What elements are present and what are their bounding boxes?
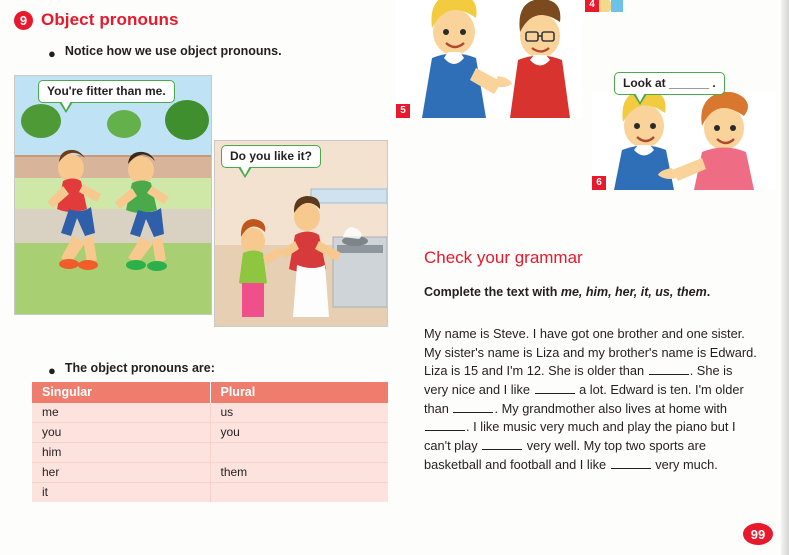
table-cell-singular: me bbox=[32, 403, 210, 423]
speech-bubble-1 bbox=[38, 80, 175, 103]
table-lead-in-text: The object pronouns are: bbox=[64, 361, 215, 375]
table-row bbox=[32, 443, 388, 463]
picture-number-5: 5 bbox=[396, 104, 410, 118]
gap-fill-part-5: . I like music very much and play the piano but I can't play bbox=[424, 419, 736, 454]
gap-fill-text bbox=[424, 325, 760, 474]
picture-number-6: 6 bbox=[592, 176, 606, 190]
section-instruction bbox=[48, 44, 378, 60]
illustration-boys-running bbox=[14, 75, 212, 315]
table-cell-singular: it bbox=[32, 483, 210, 503]
table-cell-plural bbox=[210, 483, 388, 503]
table-row bbox=[32, 463, 388, 483]
speech-bubble-1-text: You're fitter than me. bbox=[47, 84, 166, 98]
gap-fill-part-2: . She is very nice and I like bbox=[424, 363, 733, 398]
instruction-prefix: Complete the text with bbox=[424, 285, 561, 299]
gap-blank-5[interactable] bbox=[482, 449, 522, 450]
gap-fill-part-7: very much. bbox=[651, 456, 718, 472]
table-cell-singular: you bbox=[32, 423, 210, 443]
table-header-plural: Plural bbox=[210, 382, 388, 403]
page-number-badge: 99 bbox=[743, 523, 773, 545]
table-header-row bbox=[32, 382, 388, 403]
speech-bubble-3-text: Look at ______ . bbox=[623, 76, 716, 90]
illustration-4-partial bbox=[585, 0, 625, 12]
picture-number-4: 4 bbox=[585, 0, 599, 12]
illustration-two-boys-talking bbox=[396, 0, 582, 118]
table-row bbox=[32, 403, 388, 423]
gap-blank-2[interactable] bbox=[535, 393, 575, 394]
bullet-icon: ● bbox=[48, 363, 56, 378]
check-your-grammar-title: Check your grammar bbox=[424, 248, 583, 267]
illustration-5-figures bbox=[396, 0, 582, 118]
section-instruction-text: Notice how we use object pronouns. bbox=[64, 44, 282, 58]
gap-fill-part-3: a lot. Edward is ten. I'm older than bbox=[424, 382, 744, 416]
table-cell-plural: us bbox=[210, 403, 388, 423]
bubble-tail-inner bbox=[61, 101, 71, 110]
table-cell-plural bbox=[210, 443, 388, 463]
section-number-badge: 9 bbox=[14, 11, 33, 30]
table-cell-singular: her bbox=[32, 463, 210, 483]
speech-bubble-2 bbox=[221, 145, 321, 168]
bubble-tail-inner bbox=[635, 93, 645, 102]
gap-fill-part-4: . My grandmother also lives at home with bbox=[494, 400, 728, 416]
speech-bubble-2-text: Do you like it? bbox=[230, 149, 313, 163]
table-cell-singular: him bbox=[32, 443, 210, 463]
table-header-singular: Singular bbox=[32, 382, 210, 403]
bullet-icon: ● bbox=[48, 46, 56, 61]
check-your-grammar-instruction bbox=[424, 284, 754, 301]
illustration-boy-and-girl-pointing bbox=[592, 92, 776, 190]
gap-fill-part-6: very well. My top two sports are basketball and football and I like bbox=[424, 438, 706, 472]
object-pronouns-table bbox=[32, 382, 388, 502]
bubble-tail-inner bbox=[240, 166, 250, 175]
gap-fill-part-1: My name is Steve. I have got one brother and one sister. My sister's name is Liza and my brother's name is Edward. Liza is 15 and I'm 12. She is older than bbox=[424, 326, 757, 379]
table-row bbox=[32, 423, 388, 443]
gap-blank-1[interactable] bbox=[649, 374, 689, 375]
page-edge-shading bbox=[781, 0, 789, 555]
section-heading bbox=[14, 10, 179, 30]
illustration-6-figures bbox=[592, 92, 776, 190]
gap-blank-6[interactable] bbox=[611, 468, 651, 469]
instruction-suffix: . bbox=[706, 285, 711, 299]
gap-blank-4[interactable] bbox=[425, 430, 465, 431]
table-lead-in bbox=[48, 361, 215, 377]
instruction-pronoun-list: me, him, her, it, us, them bbox=[560, 285, 707, 299]
speech-bubble-3 bbox=[614, 72, 725, 95]
section-title: Object pronouns bbox=[41, 10, 179, 29]
running-boys-figures bbox=[15, 76, 211, 314]
gap-blank-3[interactable] bbox=[453, 412, 493, 413]
table-cell-plural: you bbox=[210, 423, 388, 443]
table-row bbox=[32, 483, 388, 503]
table-cell-plural: them bbox=[210, 463, 388, 483]
